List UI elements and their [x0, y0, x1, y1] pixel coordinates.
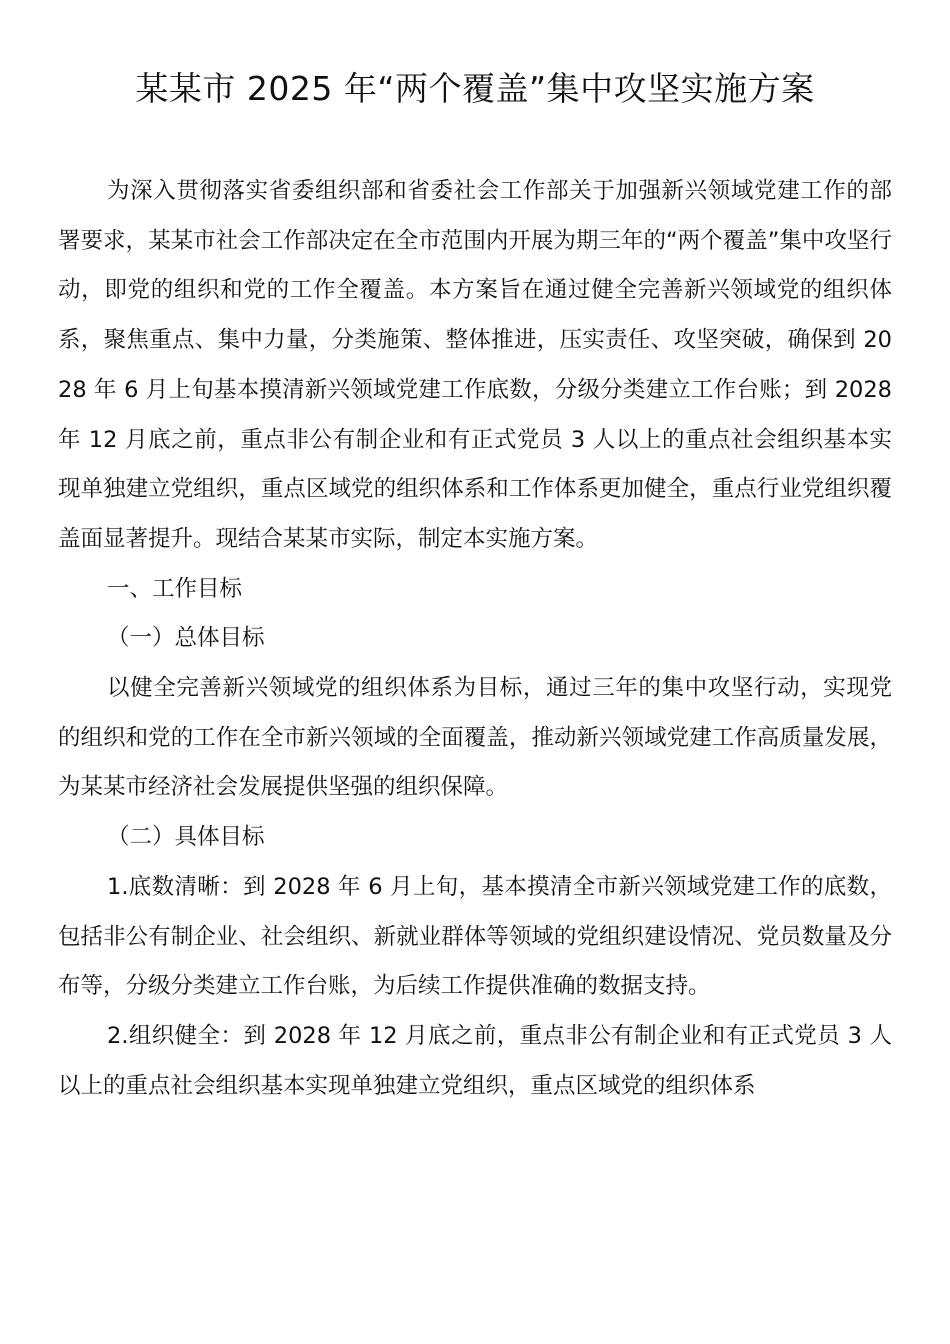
intro-paragraph: 为深入贯彻落实省委组织部和省委社会工作部关于加强新兴领域党建工作的部署要求，某某市社会工作部决定在全市范围内开展为期三年的“两个覆盖”集中攻坚行动，即党的组织和党的工作全覆盖。本方案旨在通过健全完善新兴领域党的组织体系，聚焦重点、集中力量，分类施策、整体推进，压实责任、攻坚突破，确保到 2028 年 6 月上旬基本摸清新兴领域党建工作底数，分级分类建立工作台账；到 2028 年 12 月底之前，重点非公有制企业和有正式党员 3 人以上的重点社会组织基本实现单独建立党组织，重点区域党的组织体系和工作体系更加健全，重点行业党组织覆盖面显著提升。现结合某某市实际，制定本实施方案。	[58, 178, 892, 552]
goal-item-baseline: 1.底数清晰：到 2028 年 6 月上旬，基本摸清全市新兴领域党建工作的底数，包括非公有制企业、社会组织、新就业群体等领域的党组织建设情况、党员数量及分布等，分级分类建立工作台账，为后续工作提供准确的数据支持。	[58, 873, 892, 1000]
subsection-heading-specific-goals: （二）具体目标	[107, 824, 265, 851]
overall-goal-paragraph: 以健全完善新兴领域党的组织体系为目标，通过三年的集中攻坚行动，实现党的组织和党的工作在全市新兴领域的全面覆盖，推动新兴领域党建工作高质量发展，为某某市经济社会发展提供坚强的组织保障。	[58, 675, 892, 801]
section-heading-work-goals: 一、工作目标	[107, 575, 243, 602]
subsection-heading-overall-goal: （一）总体目标	[107, 625, 265, 652]
document-title: 某某市 2025 年“两个覆盖”集中攻坚实施方案	[135, 69, 815, 108]
goal-item-organization: 2.组织健全：到 2028 年 12 月底之前，重点非公有制企业和有正式党员 3 人以上的重点社会组织基本实现单独建立党组织，重点区域党的组织体系	[58, 1022, 892, 1099]
document-body	[58, 167, 892, 1111]
